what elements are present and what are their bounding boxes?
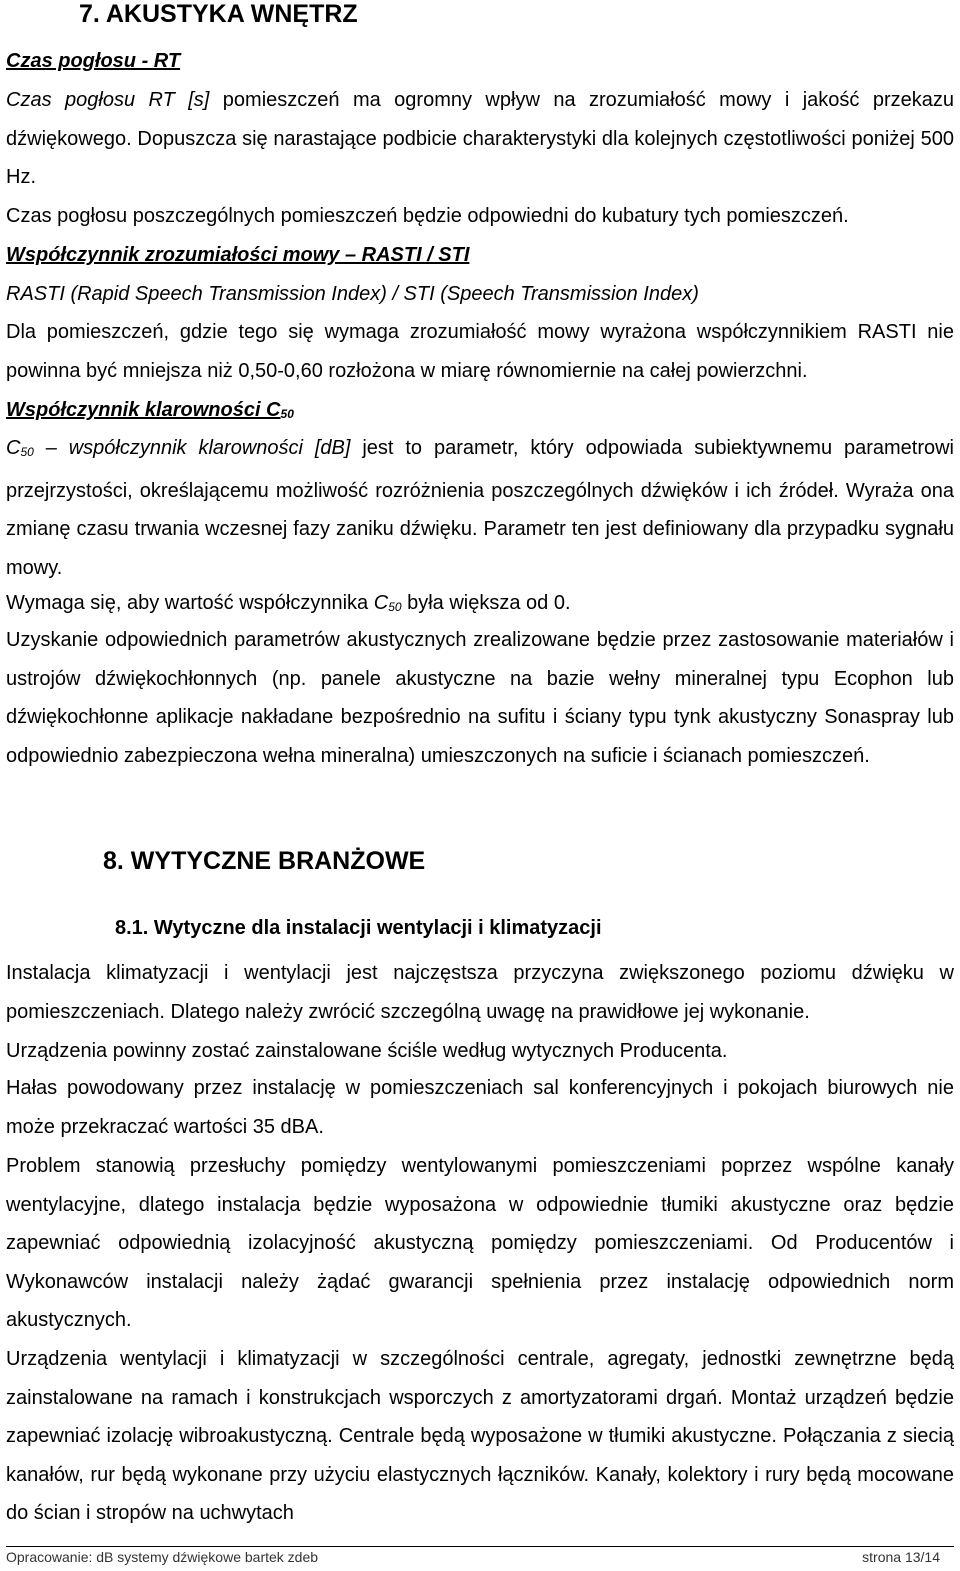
c50-term: – współczynnik klarowności [dB] (33, 437, 351, 459)
c50-symbol: C (6, 437, 21, 459)
rt-term: Czas pogłosu RT [s] (6, 89, 210, 111)
footer-page-number: strona 13/14 (862, 1549, 940, 1565)
rt-paragraph (6, 81, 954, 197)
section-8-1-title: 8.1. Wytyczne dla instalacji wentylacji i klimatyzacji (115, 917, 602, 939)
section-7-title: 7. AKUSTYKA WNĘTRZ (79, 0, 358, 28)
footer-divider (6, 1546, 954, 1547)
rt-paragraph-2: Czas pogłosu poszczególnych pomieszczeń będzie odpowiedni do kubatury tych pomieszczeń. (6, 205, 849, 227)
rt-text: pomieszczeń ma ogromny wpływ na zrozumiałość mowy i jakość przekazu dźwiękowego. Dopuszcza się narastające podbicie charakterystyki dla kolejnych częstotliwości poniżej 500 Hz. (6, 89, 954, 189)
hvac-paragraph-5: Urządzenia wentylacji i klimatyzacji w szczególności centrale, agregaty, jednostki zewnętrzne będą zainstalowane na ramach i konstrukcjach wsporczych z amortyzatorami drgań. Montaż urządzeń będzie zapewniać izolację wibroakustyczną. Centrale będą wyposażone w tłumiki akustyczne. Połączania z siecią kanałów, rur będą wykonane przy użyciu elastycznych łączników. Kanały, kolektory i rury będą mocowane do ścian i stropów na uchwytach (6, 1348, 954, 1525)
rt-heading: Czas pogłosu - RT (6, 50, 181, 72)
c50-req-symbol: C (373, 592, 389, 614)
footer-author: Opracowanie: dB systemy dźwiękowe bartek zdeb (6, 1549, 319, 1565)
rasti-definition: RASTI (Rapid Speech Transmission Index) / STI (Speech Transmission Index) (6, 283, 699, 305)
c50-heading-subscript: 50 (280, 407, 294, 421)
c50-paragraph (6, 429, 954, 587)
c50-req-subscript: 50 (388, 600, 402, 614)
c50-req-after: była większa od 0. (401, 592, 571, 614)
rasti-heading: Współczynnik zrozumiałości mowy – RASTI / STI (6, 244, 470, 266)
c50-heading (6, 397, 294, 427)
c50-symbol-subscript: 50 (20, 445, 34, 459)
hvac-paragraph-4: Problem stanowią przesłuchy pomiędzy wentylowanymi pomieszczeniami poprzez wspólne kanały wentylacyjne, dlatego instalacja będzie wyposażona w odpowiednie tłumiki akustyczne oraz będzie zapewniać odpowiednią izolacyjność akustyczną pomiędzy pomieszczeniami. Od Producentów i Wykonawców instalacji należy żądać gwarancji spełnienia przez instalację odpowiednich norm akustycznych. (6, 1155, 954, 1332)
c50-text: jest to parametr, który odpowiada subiektywnemu parametrowi przejrzystości, określającemu możliwość rozróżnienia poszczególnych dźwięków i ich źródeł. Wyraża ona zmianę czasu trwania wczesnej fazy zaniku dźwięku. Parametr ten jest definiowany dla przypadku sygnału mowy. (6, 437, 955, 579)
hvac-paragraph-1: Instalacja klimatyzacji i wentylacji jest najczęstsza przyczyna zwiększonego poziomu dźwięku w pomieszczeniach. Dlatego należy zwrócić szczególną uwagę na prawidłowe jej wykonanie. (6, 962, 954, 1023)
hvac-paragraph-3: Hałas powodowany przez instalację w pomieszczeniach sal konferencyjnych i pokojach biurowych nie może przekraczać wartości 35 dBA. (6, 1077, 954, 1138)
c50-requirement (6, 590, 571, 620)
c50-req-before: Wymaga się, aby wartość współczynnika (6, 592, 374, 614)
materials-paragraph: Uzyskanie odpowiednich parametrów akustycznych zrealizowane będzie przez zastosowanie materiałów i ustrojów dźwiękochłonnych (np. panele akustyczne na bazie wełny mineralnej typu Ecophon lub dźwiękochłonne aplikacje nakładane bezpośrednio na sufitu i ściany typu tynk akustyczny Sonaspray lub odpowiednio zabezpieczona wełna mineralna) umieszczonych na suficie i ścianach pomieszczeń. (6, 629, 954, 767)
rasti-paragraph: Dla pomieszczeń, gdzie tego się wymaga zrozumiałość mowy wyrażona współczynnikiem RASTI nie powinna być mniejsza niż 0,50-0,60 rozłożona w miarę równomiernie na całej powierzchni. (6, 321, 954, 382)
section-8-title: 8. WYTYCZNE BRANŻOWE (103, 847, 426, 875)
c50-heading-text: Współczynnik klarowności C (6, 399, 281, 421)
hvac-paragraph-2: Urządzenia powinny zostać zainstalowane ściśle według wytycznych Producenta. (6, 1040, 728, 1062)
